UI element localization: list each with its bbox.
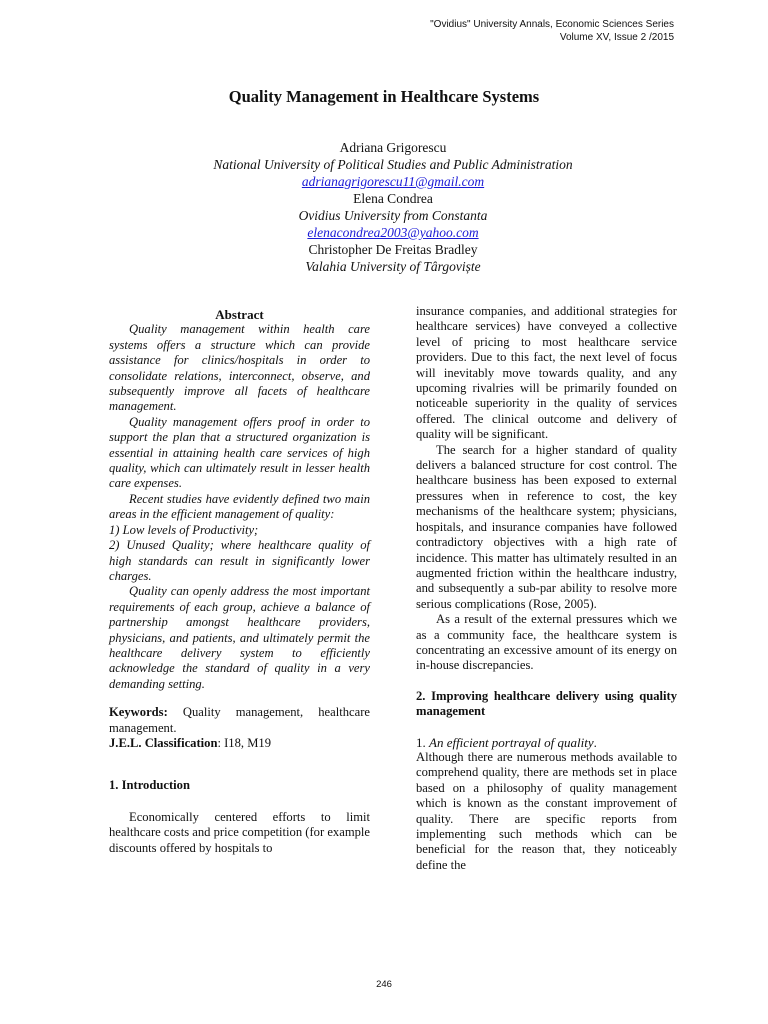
keywords xyxy=(109,705,370,736)
body-paragraph: Although there are numerous methods available to comprehend quality, there are methods set in place based on a philosophy of quality management which is known as the constant improvement of quality. There are specific reports from implementing such methods which can be beneficial for the reason that, they noticeably define the xyxy=(416,749,677,872)
subsection-heading xyxy=(416,735,677,750)
subsection-period: . xyxy=(593,734,597,750)
author-name: Elena Condrea xyxy=(353,191,433,206)
author-affiliation: National University of Political Studies and Public Administration xyxy=(213,157,573,172)
jel-text: : I18, M19 xyxy=(217,735,271,750)
journal-header xyxy=(430,19,674,44)
author-affiliation: Ovidius University from Constanta xyxy=(298,208,488,223)
section-heading-improving-healthcare: 2. Improving healthcare delivery using quality management xyxy=(416,688,677,719)
abstract-paragraph: Quality can openly address the most important requirements of each group, achieve a balance of partnership amongst healthcare providers, physicians, and patients, and ultimately permit the healthcare delivery system to efficiently acknowledge the standard of quality in a very demanding setting. xyxy=(109,584,370,691)
abstract-list-item: 1) Low levels of Productivity; xyxy=(109,522,259,537)
body-paragraph: Economically centered efforts to limit healthcare costs and price competition (for example discounts offered by hospitals to xyxy=(109,809,370,855)
jel-label: J.E.L. Classification xyxy=(109,735,218,750)
author-affiliation: Valahia University of Târgoviște xyxy=(305,259,481,274)
page-number: 246 xyxy=(376,979,392,990)
keywords-label: Keywords: xyxy=(109,705,168,720)
section-heading-introduction: 1. Introduction xyxy=(109,778,190,793)
author-name: Adriana Grigorescu xyxy=(339,140,447,155)
left-column xyxy=(109,304,370,856)
abstract-paragraph: Quality management offers proof in order to support the plan that a structured organization is essential in attaining health care services of high quality, which can ultimately result in lesser health care expenses. xyxy=(109,414,370,491)
body-paragraph: The search for a higher standard of quality delivers a balanced structure for cost control. The healthcare business has been exposed to external pressures when in reference to cost, the key mechanisms of the healthcare system; physicians, hospitals, and insurance companies have followed contradictory objectives with a high rate of incidence. This matter has ultimately resulted in an augmented friction within the healthcare industry, and subsequently a sub-par ability to resolve more serious complications (Rose, 2005). xyxy=(416,442,677,611)
right-column xyxy=(416,304,677,873)
body-paragraph: As a result of the external pressures which we as a community face, the healthcare system is concentrating an excessive amount of its energy on in-house discrepancies. xyxy=(416,612,677,673)
author-name: Christopher De Freitas Bradley xyxy=(308,242,478,257)
jel-classification xyxy=(109,736,370,751)
author-block xyxy=(0,139,768,275)
abstract-paragraph: Quality management within health care systems offers a structure which can provide assistance for clinics/hospitals in order to consolidate relations, interconnect, observe, and subsequently improve all facets of healthcare management. xyxy=(109,322,370,414)
abstract-heading: Abstract xyxy=(215,307,264,322)
journal-series: "Ovidius" University Annals, Economic Sciences Series xyxy=(430,19,674,30)
author-email-link[interactable]: elenacondrea2003@yahoo.com xyxy=(307,225,479,240)
subsection-title: An efficient portrayal of quality xyxy=(429,734,594,750)
author-email-link[interactable]: adrianagrigorescu11@gmail.com xyxy=(301,174,485,189)
journal-volume: Volume XV, Issue 2 /2015 xyxy=(559,31,674,43)
keywords-text: Quality management, healthcare management. xyxy=(109,705,370,735)
paper-title: Quality Management in Healthcare Systems xyxy=(228,87,540,106)
abstract-list-item: 2) Unused Quality; where healthcare quality of high standards can result in significantly lower charges. xyxy=(109,538,370,583)
abstract-paragraph: Recent studies have evidently defined two main areas in the efficient management of quality: xyxy=(109,491,370,522)
body-paragraph: insurance companies, and additional strategies for healthcare services) have conveyed a collective level of pricing to most healthcare service providers. Due to this fact, the next level of focus will inevitably move towards quality, and any upcoming rivalries will be primarily founded on noticeable superiority in the quality of services offered. The clinical outcome and delivery of quality will be significant. xyxy=(416,304,677,442)
subsection-number: 1. xyxy=(416,734,426,750)
